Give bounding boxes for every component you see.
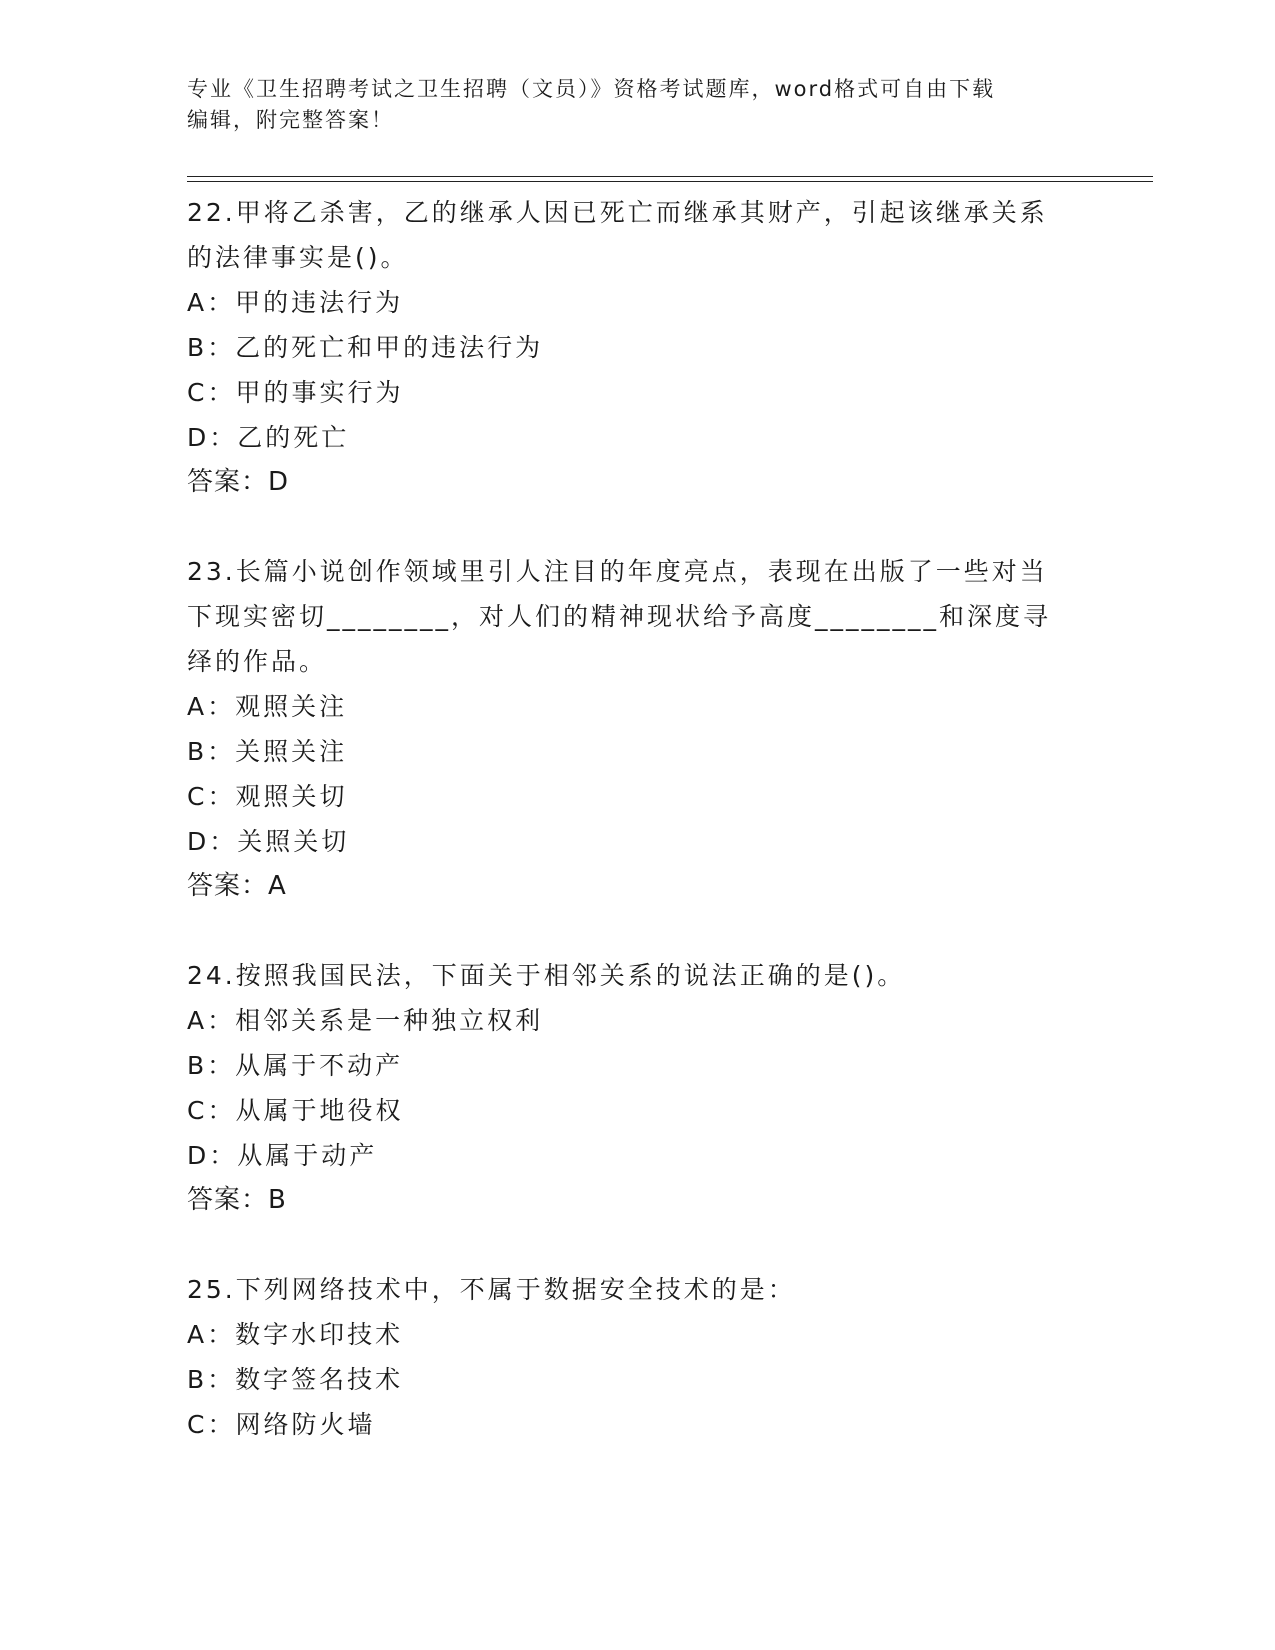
answer-line: 答案：B: [187, 1185, 287, 1215]
option-b: B：从属于不动产: [187, 1051, 404, 1080]
question-text-line: 的法律事实是()。: [187, 243, 409, 272]
answer-line: 答案：D: [187, 467, 290, 497]
option-c: C：观照关切: [187, 782, 348, 811]
question-text-line: 25.下列网络技术中，不属于数据安全技术的是：: [187, 1275, 796, 1304]
option-c: C：从属于地役权: [187, 1096, 404, 1125]
option-a: A：观照关注: [187, 692, 348, 721]
question-text: [187, 1267, 1087, 1312]
question-text: [187, 190, 1087, 280]
option-c: C：网络防火墙: [187, 1410, 376, 1439]
option-d: D：从属于动产: [187, 1141, 378, 1170]
question-text-line: 23.长篇小说创作领域里引人注目的年度亮点，表现在出版了一些对当: [187, 557, 1048, 586]
question-text: [187, 953, 1087, 998]
option-a: A：数字水印技术: [187, 1320, 404, 1349]
question-22: [187, 190, 1087, 505]
question-24: [187, 953, 1087, 1223]
document-header: [187, 74, 1087, 136]
header-line-1: 专业《卫生招聘考试之卫生招聘（文员）》资格考试题库，word格式可自由下载: [187, 77, 996, 101]
question-text-line: 绎的作品。: [187, 647, 328, 676]
option-d: D：关照关切: [187, 827, 350, 856]
header-divider-bottom: [187, 181, 1153, 182]
question-list: [187, 190, 1087, 1491]
question-text-line: 22.甲将乙杀害，乙的继承人因已死亡而继承其财产，引起该继承关系: [187, 198, 1048, 227]
header-line-2: 编辑，附完整答案！: [187, 108, 394, 132]
header-divider-top: [187, 176, 1153, 177]
question-text-line: 24.按照我国民法，下面关于相邻关系的说法正确的是()。: [187, 961, 906, 990]
option-a: A：甲的违法行为: [187, 288, 404, 317]
option-a: A：相邻关系是一种独立权利: [187, 1006, 544, 1035]
question-text-line: 下现实密切________，对人们的精神现状给予高度________和深度寻: [187, 602, 1052, 631]
option-b: B：关照关注: [187, 737, 348, 766]
option-d: D：乙的死亡: [187, 423, 350, 452]
answer-line: 答案：A: [187, 871, 287, 901]
question-23: [187, 549, 1087, 909]
option-b: B：乙的死亡和甲的违法行为: [187, 333, 544, 362]
question-text: [187, 549, 1087, 684]
option-b: B：数字签名技术: [187, 1365, 404, 1394]
question-25: [187, 1267, 1087, 1447]
option-c: C：甲的事实行为: [187, 378, 404, 407]
